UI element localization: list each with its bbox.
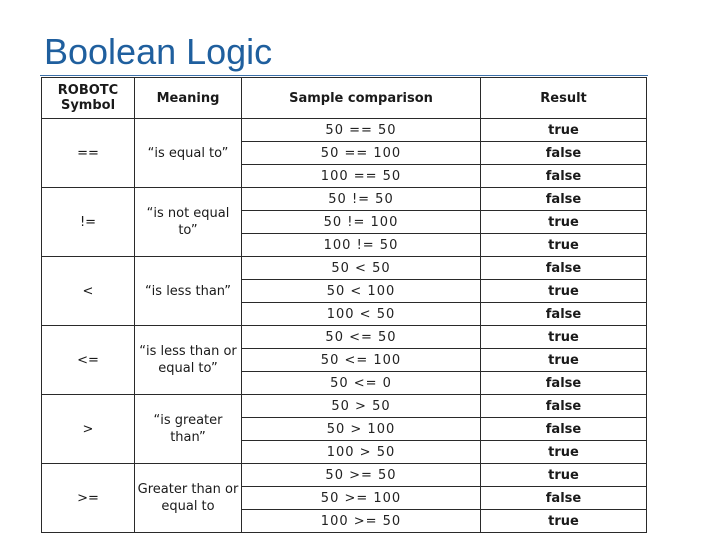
result-cell: false: [481, 257, 647, 280]
comparison-cell: 50 == 100: [242, 142, 481, 165]
table-row: [42, 326, 647, 349]
meaning-cell: “is greater than”: [135, 395, 242, 464]
result-cell: true: [481, 119, 647, 142]
page-title: Boolean Logic: [44, 31, 273, 72]
symbol-cell: <: [42, 257, 135, 326]
header-symbol-line1: ROBOTC: [57, 83, 119, 98]
comparison-cell: 50 >= 100: [242, 487, 481, 510]
symbol-cell: <=: [42, 326, 135, 395]
header-comparison: Sample comparison: [242, 78, 481, 119]
result-cell: false: [481, 372, 647, 395]
header-symbol: [42, 78, 135, 119]
result-cell: false: [481, 188, 647, 211]
result-cell: true: [481, 349, 647, 372]
result-cell: true: [481, 441, 647, 464]
meaning-cell: “is equal to”: [135, 119, 242, 188]
meaning-cell: Greater than or equal to: [135, 464, 242, 533]
result-cell: true: [481, 280, 647, 303]
table-header-row: [42, 78, 647, 119]
table-row: [42, 464, 647, 487]
comparison-cell: 100 < 50: [242, 303, 481, 326]
result-cell: false: [481, 165, 647, 188]
comparison-cell: 100 == 50: [242, 165, 481, 188]
symbol-cell: >: [42, 395, 135, 464]
result-cell: true: [481, 464, 647, 487]
boolean-logic-table: [41, 77, 647, 533]
result-cell: false: [481, 487, 647, 510]
comparison-cell: 50 <= 50: [242, 326, 481, 349]
table-row: [42, 257, 647, 280]
comparison-cell: 50 > 100: [242, 418, 481, 441]
table-row: [42, 395, 647, 418]
comparison-cell: 50 != 100: [242, 211, 481, 234]
comparison-cell: 50 < 50: [242, 257, 481, 280]
result-cell: true: [481, 211, 647, 234]
result-cell: false: [481, 303, 647, 326]
comparison-cell: 50 <= 100: [242, 349, 481, 372]
result-cell: true: [481, 326, 647, 349]
table-row: [42, 188, 647, 211]
result-cell: false: [481, 395, 647, 418]
symbol-cell: !=: [42, 188, 135, 257]
header-result: Result: [481, 78, 647, 119]
meaning-cell: “is not equal to”: [135, 188, 242, 257]
comparison-cell: 50 != 50: [242, 188, 481, 211]
table-body: [42, 119, 647, 533]
result-cell: false: [481, 142, 647, 165]
table-row: [42, 119, 647, 142]
comparison-cell: 100 >= 50: [242, 510, 481, 533]
symbol-cell: ==: [42, 119, 135, 188]
comparison-cell: 100 != 50: [242, 234, 481, 257]
comparison-cell: 50 > 50: [242, 395, 481, 418]
comparison-cell: 100 > 50: [242, 441, 481, 464]
comparison-cell: 50 < 100: [242, 280, 481, 303]
meaning-cell: “is less than”: [135, 257, 242, 326]
symbol-cell: >=: [42, 464, 135, 533]
comparison-cell: 50 <= 0: [242, 372, 481, 395]
header-symbol-line2: Symbol: [60, 98, 116, 113]
result-cell: true: [481, 510, 647, 533]
result-cell: false: [481, 418, 647, 441]
meaning-cell: “is less than or equal to”: [135, 326, 242, 395]
comparison-cell: 50 >= 50: [242, 464, 481, 487]
header-meaning: Meaning: [135, 78, 242, 119]
title-divider: [40, 75, 648, 76]
comparison-cell: 50 == 50: [242, 119, 481, 142]
result-cell: true: [481, 234, 647, 257]
